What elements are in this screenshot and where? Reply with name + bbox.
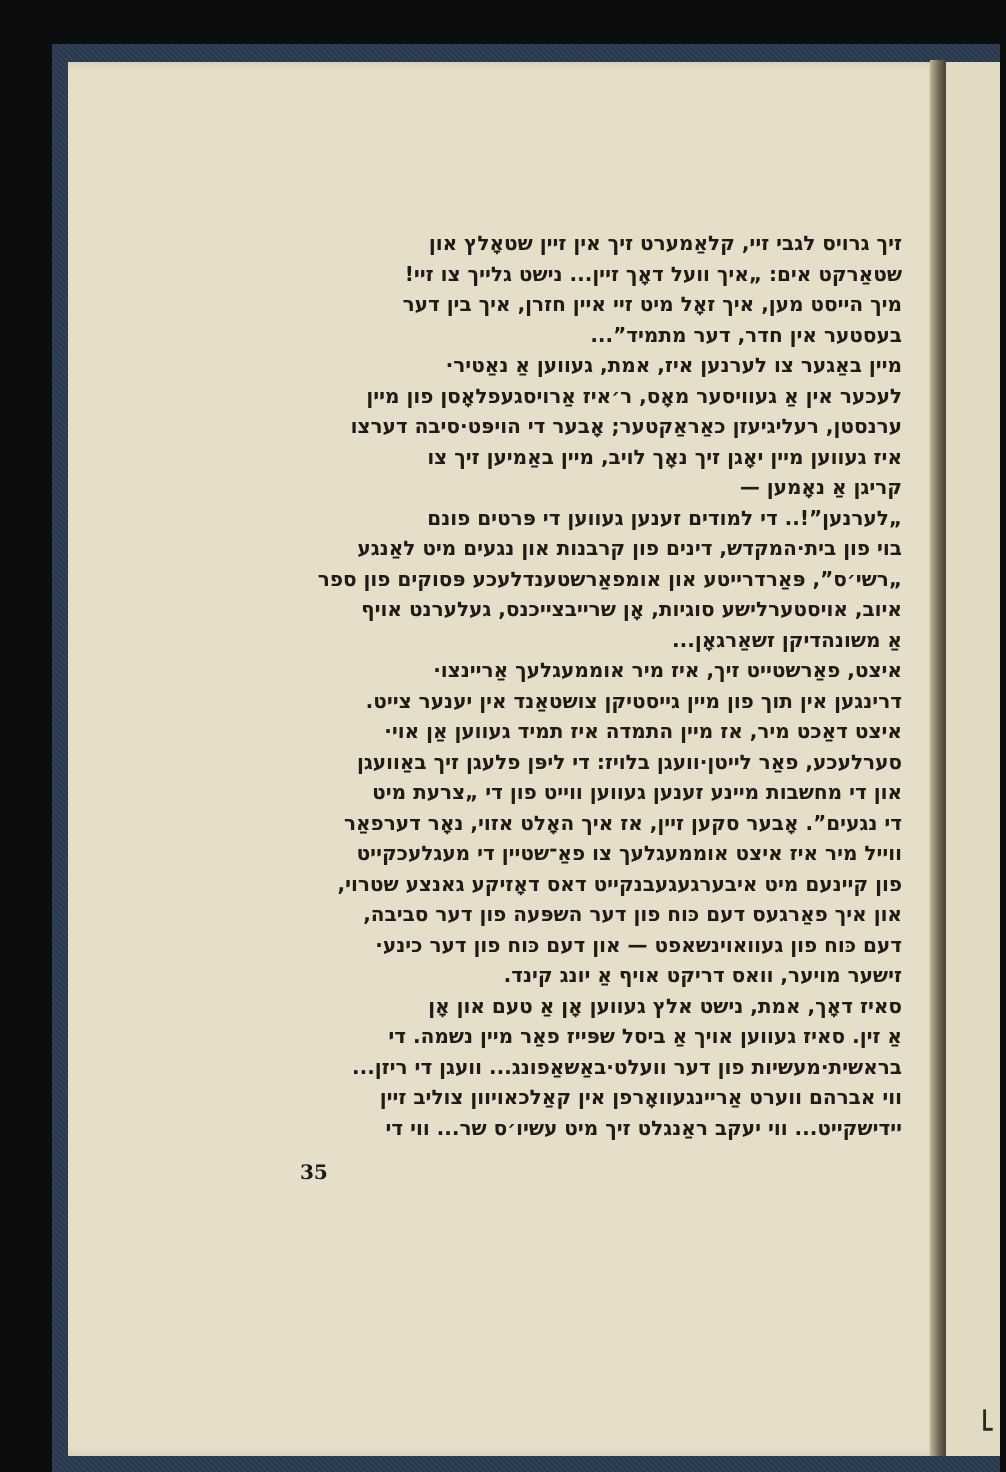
page-number: 35 bbox=[300, 1160, 328, 1184]
paragraph-5: סאיז דאָך, אמת, נישט אלץ געווען אָן אַ טעם און אָן אַ זין. סאיז געווען אויך אַ ביסל שפּייז פאַר מיין נשמה. די בראשית·מעשיות פון דער וועלט·באַשאַפונג... וועגן די ריזן... ווי אברהם ווערט אַריינגעוואָרפן אין קאַלכאויוון צוליב זיין יידישקייט... ווי יעקב ראַנגלט זיך מיט עשיו׳ס שר... ווי די bbox=[352, 993, 902, 1140]
facing-page-mark: ⌐ bbox=[966, 1405, 1006, 1435]
page-text bbox=[262, 228, 902, 1143]
paragraph-3: „לערנען”!.. די למודים זענען געווען די פּרטים פונם בוי פון בית·המקדש, דינים פון קרבנות און נגעים מיט לאַנגע „רשי׳ס”, פּאַרדרייטע און אומפאַרשטענדלעכע פּסוקים פון ספר איוב, אויסטערלישע סוגיות, אָן שרייבצייכנס, געלערנט אויף אַ משונהדיקן זשאַרגאָן... bbox=[317, 505, 902, 652]
paragraph-2: מיין באַגער צו לערנען איז, אמת, געווען אַ נאַטיר· לעכער אין אַ געוויסער מאָס, ר׳איז אַרויסגעפלאָסן פון מיין ערנסטן, רעליגיעזן כאַראַקטער; אָבער די הויפּט·סיבה דערצו איז געווען מיין יאָגן זיך נאָך לויב, מיין באַמיען זיך צו קריגן אַ נאָמען — bbox=[350, 353, 902, 499]
paragraph-4: איצט, פאַרשטייט זיך, איז מיר אוממעגלעך אַריינצו· דרינגען אין תוך פון מיין גייסטיקן צושטאַנד אין יענער צייט. איצט דאַכט מיר, אז מיין התמדה איז תמיד געווען אַן אוי· סערלעכע, פאַר לייטן·וועגן בלויז: די ליפּן פלעגן זיך באַוועגן און די מחשבות מיינע זענען געווען ווייט פון די „צרעת מיט די נגעים”. אָבער סקען זיין, אז איך האָלט אזוי, נאָר דערפאַר ווייל מיר איז איצט אוממעגלעך צו פאַ־שטיין די מעגלעכקייט פון קיינעם מיט איבערגעגעבנקייט דאס דאָזיקע גאנצע שטרוי, און איך פאַרגעס דעם כּוח פון דער השפּעה פון דער סביבה, דעם כּוח פון געוואוינשאפט — און דעם כּוח פון דער כינע· זישער מויער, וואס דריקט אויף אַ יונג קינד. bbox=[337, 658, 902, 987]
facing-page-edge bbox=[946, 62, 1000, 1456]
paragraph-1: זיך גרויס לגבי זיי, קלאַמערט זיך אין זיין שטאָלץ און שטאַרקט אים: „איך וועל דאָך זיין... נישט גלייך צו זיי! מיך הייסט מען, איך זאָל מיט זיי איין חזרן, איך בין דער בעסטער אין חדר, דער מתמיד”... bbox=[402, 231, 902, 347]
